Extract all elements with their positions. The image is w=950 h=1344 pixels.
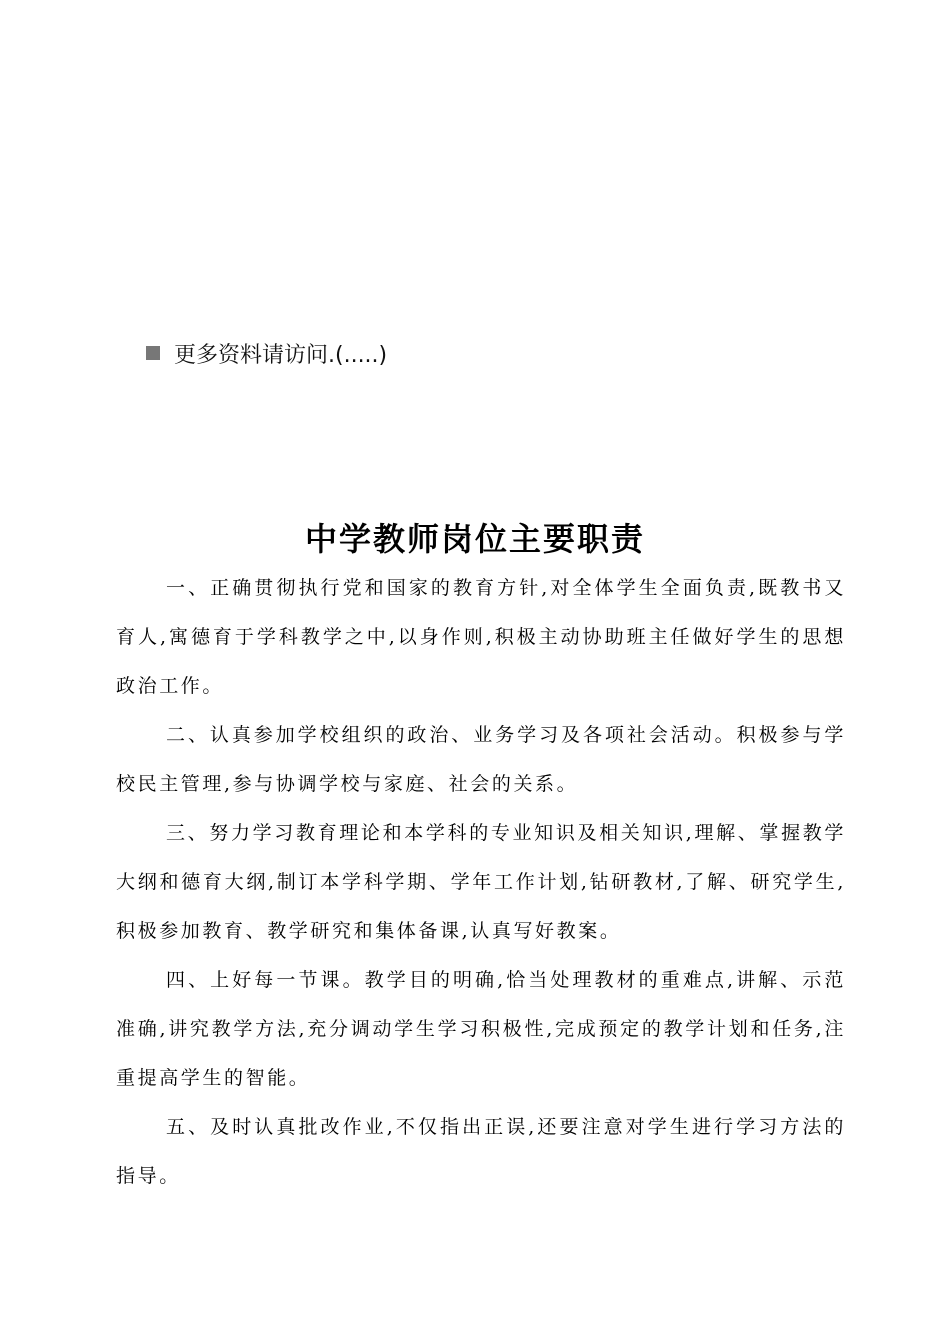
document-title: 中学教师岗位主要职责 bbox=[304, 520, 645, 558]
paragraph-3: 三、努力学习教育理论和本学科的专业知识及相关知识,理解、掌握教学大纲和德育大纲,制订本学科学期、学年工作计划,钻研教材,了解、研究学生,积极参加教育、教学研究和集体备课,认真写好教案。 bbox=[116, 822, 846, 942]
resource-note bbox=[146, 336, 387, 370]
paragraph-1: 一、正确贯彻执行党和国家的教育方针,对全体学生全面负责,既教书又育人,寓德育于学科教学之中,以身作则,积极主动协助班主任做好学生的思想政治工作。 bbox=[116, 577, 846, 697]
paragraph-4: 四、上好每一节课。教学目的明确,恰当处理教材的重难点,讲解、示范准确,讲究教学方法,充分调动学生学习积极性,完成预定的教学计划和任务,注重提高学生的智能。 bbox=[116, 969, 846, 1089]
paragraph-2: 二、认真参加学校组织的政治、业务学习及各项社会活动。积极参与学校民主管理,参与协调学校与家庭、社会的关系。 bbox=[116, 724, 846, 795]
paragraph-5: 五、及时认真批改作业,不仅指出正误,还要注意对学生进行学习方法的指导。 bbox=[116, 1116, 846, 1187]
square-bullet-icon bbox=[146, 346, 160, 360]
document-body bbox=[116, 564, 846, 1201]
resource-note-text: 更多资料请访问.(.....) bbox=[174, 342, 388, 368]
